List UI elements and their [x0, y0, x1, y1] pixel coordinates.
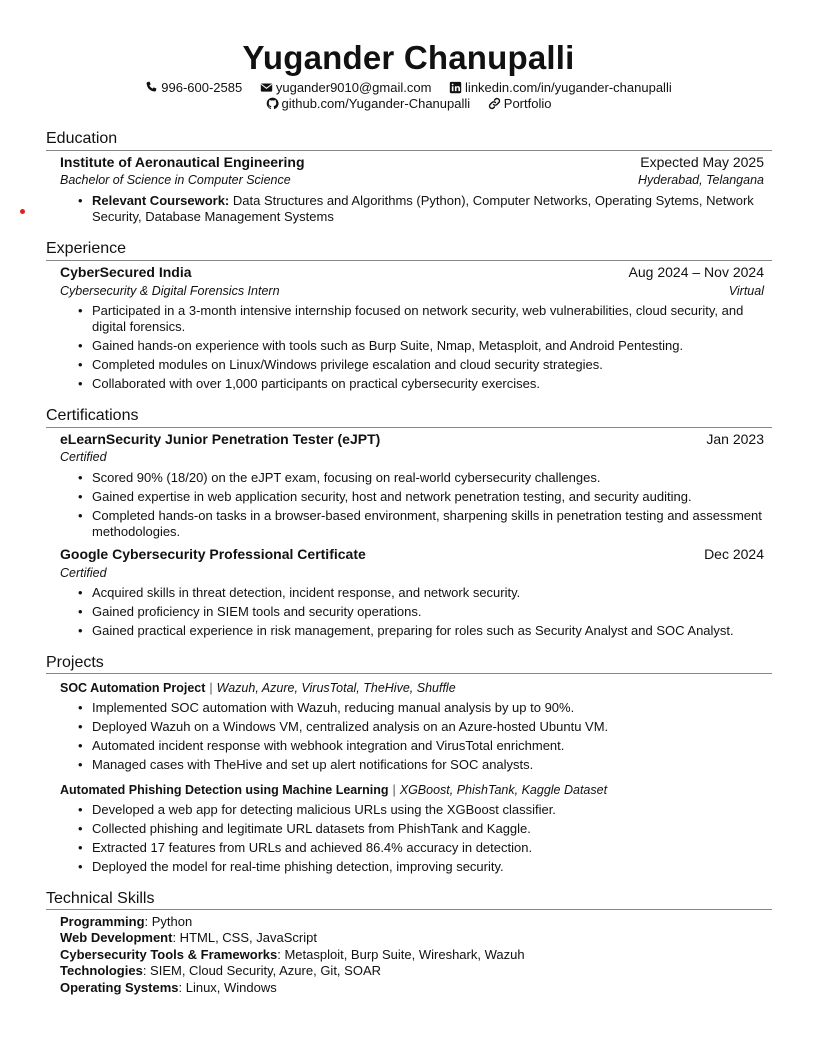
cert-date: Dec 2024: [704, 546, 764, 562]
list-item: • Completed modules on Linux/Windows privilege escalation and cloud security strategies.: [60, 357, 772, 373]
coursework-label: Relevant Coursework:: [92, 193, 230, 208]
list-item: [60, 193, 772, 225]
list-item: • Acquired skills in threat detection, incident response, and network security.: [60, 585, 772, 601]
list-item: • Managed cases with TheHive and set up alert notifications for SOC analysts.: [60, 757, 772, 773]
project-name: SOC Automation Project: [60, 681, 206, 695]
cert-name: Google Cybersecurity Professional Certificate: [60, 546, 366, 562]
project-name: Automated Phishing Detection using Machine Learning: [60, 783, 389, 797]
coursework-line2: Security, Database Management Systems: [92, 209, 334, 224]
list-item: • Deployed Wazuh on a Windows VM, centralized analysis on an Azure-hosted Ubuntu VM.: [60, 719, 772, 735]
experience-bullets: [60, 303, 772, 395]
list-item: • Gained hands-on experience with tools such as Burp Suite, Nmap, Metasploit, and Android Pentesting.: [60, 338, 772, 354]
list-item: • Collected phishing and legitimate URL datasets from PhishTank and Kaggle.: [60, 821, 772, 837]
education-header: [60, 154, 764, 172]
list-item: • Automated incident response with webhook integration and VirusTotal enrichment.: [60, 738, 772, 754]
section-title-education: Education: [46, 130, 118, 147]
cert-name: eLearnSecurity Junior Penetration Tester (eJPT): [60, 431, 381, 447]
skill-row: [60, 963, 525, 979]
cert-status: Certified: [60, 566, 107, 580]
skill-category: Operating Systems: [60, 979, 179, 995]
list-item: • Gained expertise in web application security, host and network penetration testing, and security auditing.: [60, 489, 772, 505]
github-text: github.com/Yugander-Chanupalli: [281, 96, 471, 111]
project-bullets: [60, 700, 772, 776]
education-subheader: [60, 173, 764, 191]
education-location: Hyderabad, Telangana: [637, 173, 764, 187]
cert-header: [60, 431, 764, 449]
candidate-name: Yugander Chanupalli: [242, 39, 575, 76]
skill-row: [60, 947, 525, 963]
cert-status-row: [60, 566, 764, 584]
portfolio-contact[interactable]: [488, 96, 552, 112]
school-name: Institute of Aeronautical Engineering: [60, 154, 305, 170]
cert-bullets: [60, 585, 772, 642]
list-item: • Extracted 17 features from URLs and achieved 86.4% accuracy in detection.: [60, 840, 772, 856]
skill-category: Programming: [60, 914, 145, 929]
cert-status: Certified: [60, 450, 107, 464]
experience-date: Aug 2024 – Nov 2024: [628, 264, 764, 280]
skill-category: Technologies: [60, 963, 143, 979]
list-item: • Participated in a 3-month intensive internship focused on network security, web vulnerabilities, cloud security, and digital forensics.: [60, 303, 772, 335]
project-bullets: [60, 802, 772, 878]
red-marker-dot: [20, 209, 25, 214]
section-divider: [46, 673, 772, 674]
list-item: • Completed hands-on tasks in a browser-based environment, sharpening skills in penetration testing and assessment methodologies.: [60, 508, 772, 540]
section-title-projects: Projects: [46, 654, 104, 671]
project-tech: Wazuh, Azure, VirusTotal, TheHive, Shuffle: [216, 681, 456, 695]
project-header: [60, 681, 456, 695]
project-separator: |: [392, 783, 396, 797]
envelope-icon: [260, 81, 273, 94]
company-name: CyberSecured India: [60, 264, 192, 280]
list-item: • Scored 90% (18/20) on the eJPT exam, focusing on real-world cybersecurity challenges.: [60, 470, 772, 486]
degree: Bachelor of Science in Computer Science: [60, 173, 291, 187]
skill-category: Cybersecurity Tools & Frameworks: [60, 946, 278, 962]
experience-header: [60, 264, 764, 282]
skill-row: [60, 930, 525, 946]
section-divider: [46, 427, 772, 428]
coursework-list: [60, 193, 772, 228]
skill-value: : Metasploit, Burp Suite, Wireshark, Wazuh: [277, 946, 525, 962]
email-contact[interactable]: [260, 80, 432, 96]
skill-value: : Python: [144, 914, 193, 929]
list-item: • Deployed the model for real-time phishing detection, improving security.: [60, 859, 772, 875]
linkedin-icon: [449, 81, 462, 94]
section-divider: [46, 150, 772, 151]
section-title-skills: Technical Skills: [46, 890, 155, 907]
section-title-experience: Experience: [46, 240, 127, 257]
project-header: [60, 783, 607, 797]
cert-status-row: [60, 450, 764, 468]
list-item: • Gained practical experience in risk management, preparing for roles such as Security Analyst and SOC Analyst.: [60, 623, 772, 639]
linkedin-contact[interactable]: [449, 80, 672, 96]
education-date: Expected May 2025: [640, 154, 764, 170]
list-item: • Gained proficiency in SIEM tools and security operations.: [60, 604, 772, 620]
skill-value: : Linux, Windows: [178, 979, 277, 995]
list-item: • Developed a web app for detecting malicious URLs using the XGBoost classifier.: [60, 802, 772, 818]
phone-contact[interactable]: [145, 80, 242, 96]
cert-date: Jan 2023: [706, 431, 764, 447]
skill-row: [60, 980, 525, 996]
section-title-certifications: Certifications: [46, 407, 139, 424]
github-icon: [266, 97, 279, 110]
email-text: yugander9010@gmail.com: [275, 80, 432, 95]
github-contact[interactable]: [266, 96, 471, 112]
link-icon: [488, 97, 501, 110]
project-tech: XGBoost, PhishTank, Kaggle Dataset: [399, 783, 608, 797]
portfolio-text: Portfolio: [503, 96, 552, 111]
skill-row: [60, 914, 525, 930]
linkedin-text: linkedin.com/in/yugander-chanupalli: [465, 80, 672, 95]
list-item: • Collaborated with over 1,000 participants on practical cybersecurity exercises.: [60, 376, 772, 392]
job-role: Cybersecurity & Digital Forensics Intern: [60, 284, 280, 298]
experience-subheader: [60, 284, 764, 302]
list-item: • Implemented SOC automation with Wazuh, reducing manual analysis by up to 90%.: [60, 700, 772, 716]
skill-category: Web Development: [60, 930, 173, 946]
contact-row-1: [0, 80, 817, 96]
phone-text: 996-600-2585: [161, 80, 243, 95]
cert-header: [60, 546, 764, 564]
coursework-line1: Data Structures and Algorithms (Python), Computer Networks, Operating Sytems, Network: [232, 193, 754, 208]
skill-value: : HTML, CSS, JavaScript: [172, 930, 317, 946]
cert-bullets: [60, 470, 772, 543]
skills-list: [60, 914, 525, 996]
section-divider: [46, 909, 772, 910]
phone-icon: [145, 81, 158, 94]
experience-location: Virtual: [728, 284, 764, 298]
project-separator: |: [209, 681, 213, 695]
skill-value: : SIEM, Cloud Security, Azure, Git, SOAR: [142, 963, 381, 979]
section-divider: [46, 260, 772, 261]
contact-row-2: [0, 96, 817, 112]
